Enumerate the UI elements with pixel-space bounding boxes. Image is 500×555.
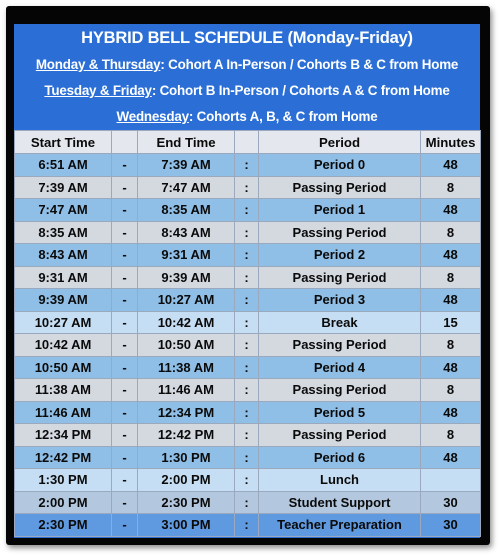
column-header-separator [112,131,138,154]
colon-cell: : [235,176,259,199]
end-time-cell: 10:27 AM [138,289,235,312]
dash-cell: - [112,491,138,514]
schedule-table [14,130,481,537]
note-days: Tuesday & Friday [44,83,152,98]
end-time-cell: 7:47 AM [138,176,235,199]
dash-cell: - [112,334,138,357]
start-time-cell: 8:35 AM [15,221,112,244]
end-time-cell: 3:00 PM [138,514,235,537]
start-time-cell: 2:00 PM [15,491,112,514]
table-row [15,176,481,199]
table-row [15,491,481,514]
end-time-cell: 2:30 PM [138,491,235,514]
minutes-cell: 48 [421,289,481,312]
minutes-cell: 30 [421,491,481,514]
dash-cell: - [112,469,138,492]
end-time-cell: 1:30 PM [138,446,235,469]
end-time-cell: 9:39 AM [138,266,235,289]
table-row [15,266,481,289]
minutes-cell: 8 [421,221,481,244]
table-row [15,446,481,469]
period-cell: Period 3 [259,289,421,312]
note-text: : Cohort B In-Person / Cohorts A & C from Home [151,83,450,98]
dash-cell: - [112,176,138,199]
colon-cell: : [235,221,259,244]
minutes-cell: 48 [421,446,481,469]
minutes-cell: 8 [421,334,481,357]
period-cell: Passing Period [259,176,421,199]
period-cell: Passing Period [259,379,421,402]
note-days: Wednesday [116,109,189,124]
start-time-cell: 7:47 AM [15,199,112,222]
end-time-cell: 7:39 AM [138,154,235,177]
column-header-start: Start Time [15,131,112,154]
minutes-cell: 8 [421,266,481,289]
minutes-cell: 8 [421,424,481,447]
minutes-cell: 8 [421,176,481,199]
dash-cell: - [112,244,138,267]
schedule-panel [14,24,480,538]
start-time-cell: 10:50 AM [15,356,112,379]
table-row [15,311,481,334]
start-time-cell: 7:39 AM [15,176,112,199]
period-cell: Passing Period [259,266,421,289]
colon-cell: : [235,154,259,177]
column-header-minutes: Minutes [421,131,481,154]
colon-cell: : [235,401,259,424]
start-time-cell: 9:31 AM [15,266,112,289]
start-time-cell: 12:34 PM [15,424,112,447]
note-line-2 [14,78,480,104]
minutes-cell: 48 [421,154,481,177]
column-header-period: Period [259,131,421,154]
table-row [15,199,481,222]
start-time-cell: 11:46 AM [15,401,112,424]
minutes-cell: 48 [421,199,481,222]
dash-cell: - [112,401,138,424]
colon-cell: : [235,334,259,357]
end-time-cell: 10:42 AM [138,311,235,334]
end-time-cell: 12:34 PM [138,401,235,424]
dash-cell: - [112,514,138,537]
end-time-cell: 11:46 AM [138,379,235,402]
dash-cell: - [112,289,138,312]
table-row [15,289,481,312]
colon-cell: : [235,514,259,537]
table-row [15,356,481,379]
period-cell: Period 0 [259,154,421,177]
period-cell: Teacher Preparation [259,514,421,537]
column-header-end: End Time [138,131,235,154]
start-time-cell: 10:42 AM [15,334,112,357]
period-cell: Student Support [259,491,421,514]
minutes-cell: 8 [421,379,481,402]
colon-cell: : [235,469,259,492]
end-time-cell: 10:50 AM [138,334,235,357]
table-row [15,424,481,447]
period-cell: Period 6 [259,446,421,469]
start-time-cell: 6:51 AM [15,154,112,177]
period-cell: Period 5 [259,401,421,424]
start-time-cell: 9:39 AM [15,289,112,312]
colon-cell: : [235,424,259,447]
table-row [15,334,481,357]
note-days: Monday & Thursday [35,57,161,72]
period-cell: Passing Period [259,424,421,447]
dash-cell: - [112,199,138,222]
dash-cell: - [112,266,138,289]
minutes-cell: 30 [421,514,481,537]
table-row [15,221,481,244]
dash-cell: - [112,154,138,177]
start-time-cell: 8:43 AM [15,244,112,267]
end-time-cell: 8:43 AM [138,221,235,244]
colon-cell: : [235,491,259,514]
table-row [15,514,481,537]
minutes-cell: 48 [421,356,481,379]
dash-cell: - [112,424,138,447]
minutes-cell: 48 [421,244,481,267]
table-row [15,469,481,492]
schedule-frame [6,6,490,545]
dash-cell: - [112,379,138,402]
end-time-cell: 2:00 PM [138,469,235,492]
start-time-cell: 12:42 PM [15,446,112,469]
end-time-cell: 8:35 AM [138,199,235,222]
start-time-cell: 2:30 PM [15,514,112,537]
end-time-cell: 11:38 AM [138,356,235,379]
period-cell: Period 4 [259,356,421,379]
note-line-3 [14,104,480,130]
period-cell: Passing Period [259,221,421,244]
note-text: : Cohort A In-Person / Cohorts B & C from Home [160,57,459,72]
minutes-cell: 48 [421,401,481,424]
table-row [15,379,481,402]
minutes-cell: 15 [421,311,481,334]
schedule-title: HYBRID BELL SCHEDULE (Monday-Friday) [81,29,413,47]
note-text: : Cohorts A, B, & C from Home [188,109,378,124]
start-time-cell: 11:38 AM [15,379,112,402]
table-header-row [15,131,481,154]
colon-cell: : [235,379,259,402]
period-cell: Lunch [259,469,421,492]
dash-cell: - [112,221,138,244]
period-cell: Period 1 [259,199,421,222]
table-row [15,154,481,177]
colon-cell: : [235,266,259,289]
dash-cell: - [112,446,138,469]
colon-cell: : [235,199,259,222]
colon-cell: : [235,356,259,379]
end-time-cell: 12:42 PM [138,424,235,447]
colon-cell: : [235,244,259,267]
dash-cell: - [112,311,138,334]
end-time-cell: 9:31 AM [138,244,235,267]
start-time-cell: 10:27 AM [15,311,112,334]
colon-cell: : [235,446,259,469]
period-cell: Break [259,311,421,334]
dash-cell: - [112,356,138,379]
colon-cell: : [235,311,259,334]
colon-cell: : [235,289,259,312]
table-row [15,244,481,267]
period-cell: Passing Period [259,334,421,357]
start-time-cell: 1:30 PM [15,469,112,492]
column-header-colon [235,131,259,154]
minutes-cell [421,469,481,492]
table-row [15,401,481,424]
period-cell: Period 2 [259,244,421,267]
note-line-1 [14,52,480,78]
